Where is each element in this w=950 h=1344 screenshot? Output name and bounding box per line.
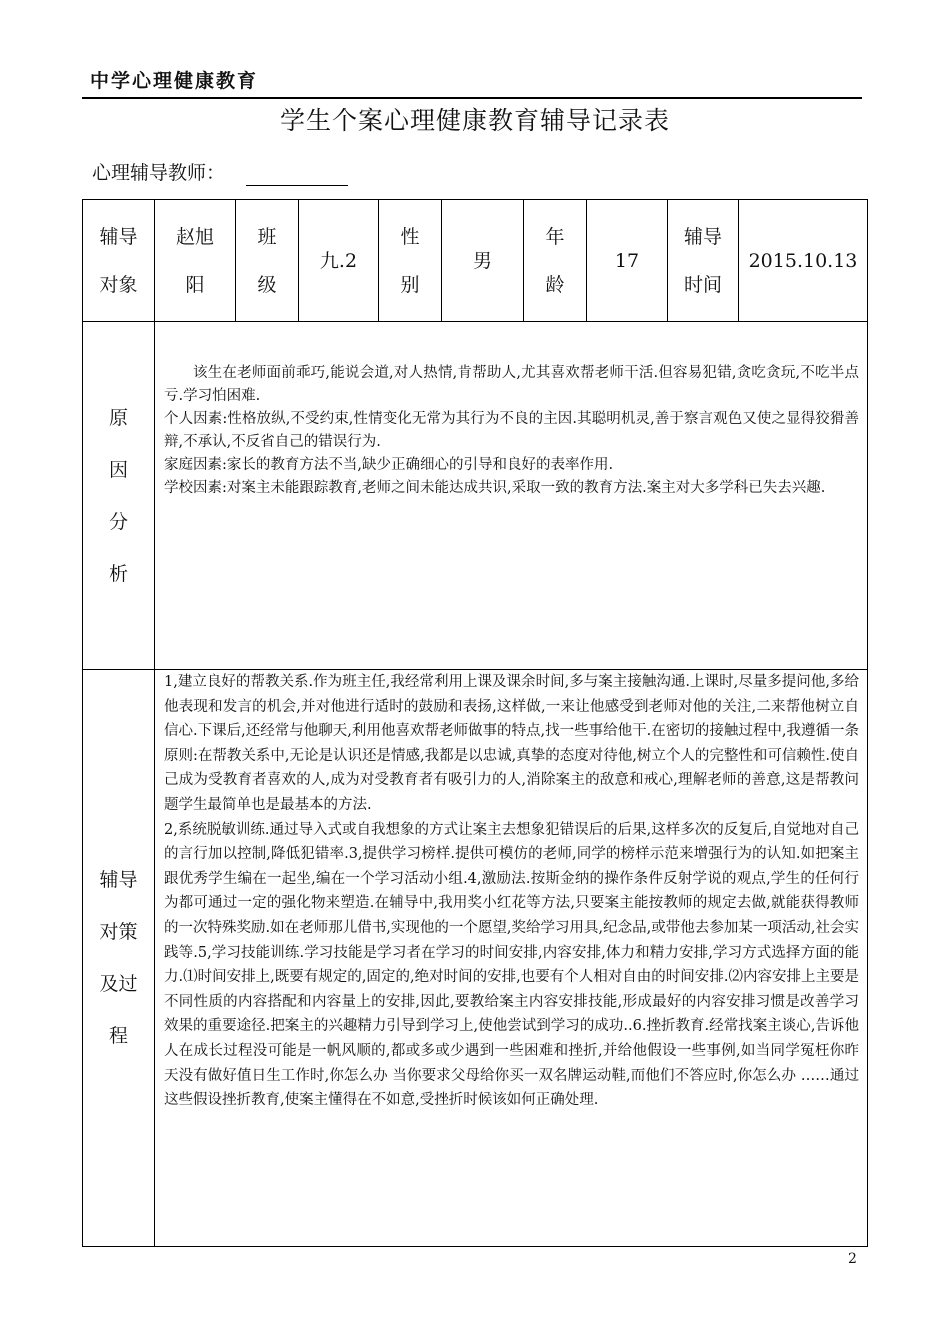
process-label-line2: 对策	[99, 921, 138, 943]
teacher-label: 心理辅导教师：	[92, 162, 226, 184]
time-label-line1: 辅导	[683, 225, 722, 248]
subject-value-line2: 阳	[185, 273, 205, 296]
subject-label-line2: 对象	[99, 273, 138, 296]
running-header: 中学心理健康教育	[90, 70, 259, 92]
gender-value-cell	[442, 200, 524, 322]
subject-label-line1: 辅导	[99, 225, 138, 248]
class-label-cell	[236, 200, 299, 322]
process-label-line3: 及过	[99, 973, 138, 995]
gender-label-line1: 性	[400, 225, 420, 248]
analysis-row	[83, 322, 868, 670]
analysis-label-char1: 原	[108, 406, 128, 429]
time-value-cell	[739, 200, 868, 322]
age-label-line2: 龄	[545, 273, 565, 296]
gender-label-line2: 别	[400, 273, 420, 296]
subject-label-cell	[83, 200, 155, 322]
page-title: 学生个案心理健康教育辅导记录表	[279, 106, 670, 135]
time-label-line2: 时间	[683, 273, 722, 296]
analysis-paragraph: 家庭因素:家长的教育方法不当,缺少正确细心的引导和良好的表率作用.	[164, 457, 614, 473]
time-label-cell	[668, 200, 739, 322]
time-value: 2015.10.13	[748, 249, 858, 272]
teacher-name-field	[246, 185, 348, 186]
analysis-label-char2: 因	[108, 458, 128, 481]
record-table	[82, 199, 868, 1247]
process-row	[83, 670, 868, 1247]
analysis-label-char4: 析	[108, 562, 128, 585]
gender-value: 男	[472, 249, 492, 272]
process-label-cell	[83, 670, 155, 1247]
process-label-line4: 程	[108, 1025, 128, 1047]
analysis-paragraph: 该生在老师面前乖巧,能说会道,对人热情,肯帮助人,尤其喜欢帮老师干活.但容易犯错,贪吃贪玩,不吃半点亏.学习怕困难.	[164, 365, 859, 404]
header-rule	[82, 97, 862, 99]
process-label-line1: 辅导	[99, 869, 138, 891]
analysis-paragraph: 个人因素:性格放纵,不受约束,性情变化无常为其行为不良的主因.其聪明机灵,善于察言观色又使之显得狡猾善辩,不承认,不反省自己的错误行为.	[164, 411, 859, 450]
gender-label-cell	[379, 200, 442, 322]
analysis-label-char3: 分	[108, 510, 128, 533]
age-value: 17	[614, 249, 640, 272]
class-value: 九.2	[319, 249, 358, 272]
analysis-paragraph: 学校因素:对案主未能跟踪教育,老师之间未能达成共识,采取一致的教育方法.案主对大多学科已失去兴趣.	[164, 480, 826, 496]
page-number: 2	[848, 1251, 857, 1267]
info-row	[83, 200, 868, 322]
age-label-line1: 年	[545, 225, 565, 248]
process-paragraph: 2,系统脱敏训练.通过导入式或自我想象的方式让案主去想象犯错误后的后果,这样多次的反复后,自觉地对自己的言行加以控制,降低犯错率.3,提供学习榜样.提供可模仿的老师,同学的榜样示范来增强行为的认知.如把案主跟优秀学生编在一起坐,编在一个学习活动小组.4,激励法.按斯金纳的操作条件反射学说的观点,学生的任何行为都可通过一定的强化物来塑造.在辅导中,我用奖小红花等方法,只要案主能按教师的规定去做,就能获得教师的一次特殊奖励.如在老师那儿借书,实现他的一个愿望,奖给学习用具,纪念品,或带他去参加某一项活动,社会实践等.5,学习技能训练.学习技能是学习者在学习的时间安排,内容安排,体力和精力安排,学习方式选择方面的能力.⑴时间安排上,既要有规定的,固定的,绝对时间的安排,也要有个人相对自由的时间安排.⑵内容安排上主要是不同性质的内容搭配和内容量上的安排,因此,要教给案主内容安排技能,形成最好的内容安排习惯是改善学习效果的重要途径.把案主的兴趣精力引导到学习上,使他尝试到学习的成功..6.挫折教育.经常找案主谈心,告诉他人在成长过程没可能是一帆风顺的,都或多或少遇到一些困难和挫折,并给他假设一些事例,如当同学冤枉你昨天没有做好值日生工作时,你怎么办 当你要求父母给你买一双名牌运动鞋,而他们不答应时,你怎么办 ……通过这些假设挫折教育,使案主懂得在不如意,受挫折时候该如何正确处理.	[164, 821, 859, 1109]
class-label-line1: 班	[257, 225, 277, 248]
class-label-line2: 级	[257, 273, 277, 296]
subject-value-cell	[155, 200, 236, 322]
age-value-cell	[587, 200, 668, 322]
analysis-content	[155, 322, 868, 670]
subject-value-line1: 赵旭	[175, 225, 214, 248]
age-label-cell	[524, 200, 587, 322]
process-paragraph: 1,建立良好的帮教关系.作为班主任,我经常利用上课及课余时间,多与案主接触沟通.上课时,尽量多提问他,多给他表现和发言的机会,并对他进行适时的鼓励和表扬,这样做,一来让他感受到老师对他的关注,二来帮他树立自信心.下课后,还经常与他聊天,利用他喜欢帮老师做事的特点,找一些事给他干.在密切的接触过程中,我遵循一条原则:在帮教关系中,无论是认识还是情感,我都是以忠诚,真挚的态度对待他,树立个人的完整性和可信赖性.使自己成为受教育者喜欢的人,成为对受教育者有吸引力的人,消除案主的敌意和戒心,理解老师的善意,这是帮教问题学生最简单也是最基本的方法.	[164, 674, 859, 813]
class-value-cell	[299, 200, 379, 322]
analysis-label-cell	[83, 322, 155, 670]
process-content	[155, 670, 868, 1247]
